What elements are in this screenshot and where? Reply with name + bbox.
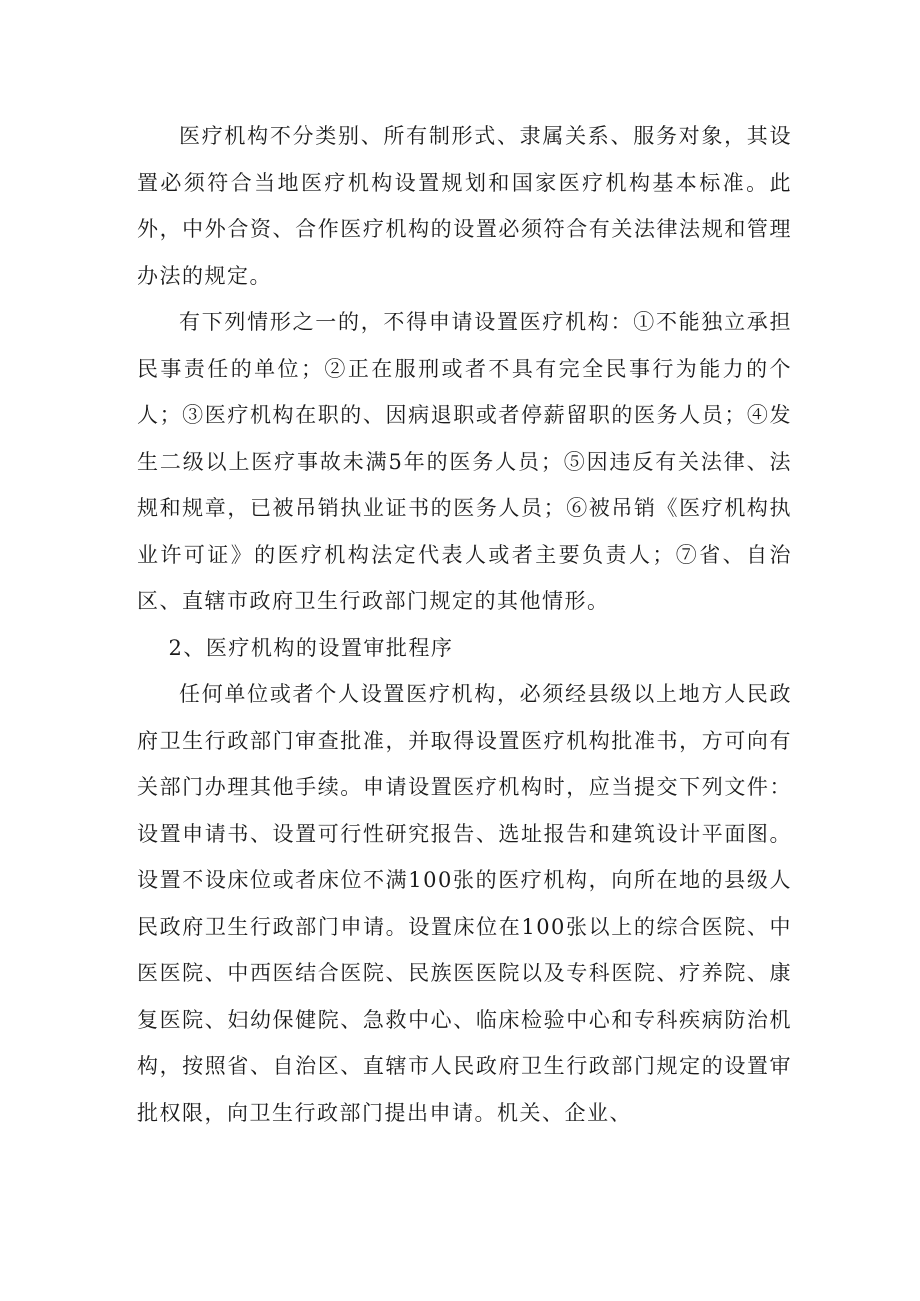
- paragraph-disqualifying-conditions: 有下列情形之一的，不得申请设置医疗机构：①不能独立承担民事责任的单位；②正在服刑或者不具有完全民事行为能力的个人；③医疗机构在职的、因病退职或者停薪留职的医务人员；④发生二级以上医疗事故未满5年的医务人员；⑤因违反有关法律、法规和规章，已被吊销执业证书的医务人员；⑥被吊销《医疗机构执业许可证》的医疗机构法定代表人或者主要负责人；⑦省、自治区、直辖市政府卫生行政部门规定的其他情形。: [137, 310, 792, 613]
- section-heading: 2、医疗机构的设置审批程序: [168, 635, 454, 660]
- document-page: [137, 113, 792, 1136]
- paragraph-approval-procedure: 任何单位或者个人设置医疗机构，必须经县级以上地方人民政府卫生行政部门审查批准，并取得设置医疗机构批准书，方可向有关部门办理其他手续。申请设置医疗机构时，应当提交下列文件：设置申请书、设置可行性研究报告、选址报告和建筑设计平面图。设置不设床位或者床位不满100张的医疗机构，向所在地的县级人民政府卫生行政部门申请。设置床位在100张以上的综合医院、中医医院、中西医结合医院、民族医医院以及专科医院、疗养院、康复医院、妇幼保健院、急救中心、临床检验中心和专科疾病防治机构，按照省、自治区、直辖市人民政府卫生行政部门规定的设置审批权限，向卫生行政部门提出申请。机关、企业、: [137, 682, 792, 1125]
- paragraph-setting-standards: 医疗机构不分类别、所有制形式、隶属关系、服务对象，其设置必须符合当地医疗机构设置规划和国家医疗机构基本标准。此外，中外合资、合作医疗机构的设置必须符合有关法律法规和管理办法的规定。: [137, 124, 792, 288]
